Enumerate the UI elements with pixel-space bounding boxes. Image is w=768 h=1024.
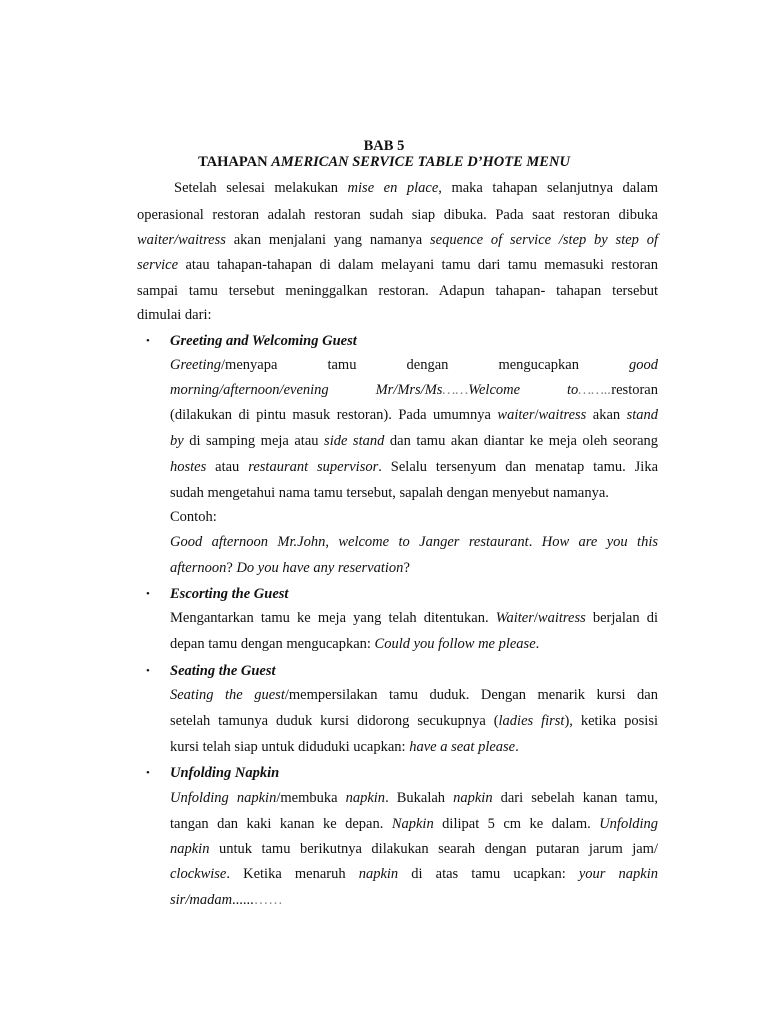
seating-line-2: setelah tamunya duduk kursi didorong secukupnya (ladies first), ketika posisi	[170, 713, 658, 729]
chapter-title	[0, 154, 768, 170]
seating-line-1: Seating the guest/mempersilakan tamu duduk. Dengan menarik kursi dan	[170, 687, 658, 703]
napkin-line-5: sir/madam......……	[170, 892, 283, 908]
chapter-title-plain: TAHAPAN	[198, 154, 272, 170]
greeting-example-line-1: Good afternoon Mr.John, welcome to Janger restaurant. How are you this	[170, 534, 659, 550]
greeting-line-5: hostes atau restaurant supervisor. Selalu tersenyum dan menatap tamu. Jika	[170, 459, 659, 475]
greeting-example-label: Contoh:	[170, 509, 217, 525]
napkin-line-4: clockwise. Ketika menaruh napkin di atas tamu ucapkan: your napkin	[170, 866, 658, 882]
intro-line-1: Setelah selesai melakukan mise en place, maka tahapan selanjutnya dalam	[174, 180, 658, 196]
greeting-line-3: (dilakukan di pintu masuk restoran). Pada umumnya waiter/waitress akan stand	[170, 407, 658, 423]
chapter-title-italic: AMERICAN SERVICE TABLE D’HOTE MENU	[271, 154, 570, 170]
bullet-icon: •	[146, 665, 150, 677]
section-title-greeting: Greeting and Welcoming Guest	[170, 333, 357, 349]
seating-line-3: kursi telah siap untuk diduduki ucapkan: have a seat please.	[170, 739, 519, 755]
greeting-line-1: Greeting/menyapa tamu dengan mengucapkan good	[170, 357, 659, 373]
intro-line-6: dimulai dari:	[137, 307, 212, 323]
intro-line-3: waiter/waitress akan menjalani yang namanya sequence of service /step by step of	[137, 232, 658, 248]
escorting-line-2: depan tamu dengan mengucapkan: Could you follow me please.	[170, 636, 540, 652]
intro-line-4: service atau tahapan-tahapan di dalam melayani tamu dari tamu memasuki restoran	[137, 257, 658, 273]
section-title-seating: Seating the Guest	[170, 663, 276, 679]
greeting-example-line-2: afternoon? Do you have any reservation?	[170, 560, 410, 576]
intro-line-5: sampai tamu tersebut meninggalkan restoran. Adapun tahapan- tahapan tersebut	[137, 283, 658, 299]
greeting-line-6: sudah mengetahui nama tamu tersebut, sapalah dengan menyebut namanya.	[170, 485, 609, 501]
bullet-icon: •	[146, 588, 150, 600]
bullet-icon: •	[146, 767, 150, 779]
napkin-line-3: napkin untuk tamu berikutnya dilakukan searah dengan putaran jarum jam/	[170, 841, 658, 857]
section-title-escorting: Escorting the Guest	[170, 586, 289, 602]
chapter-number: BAB 5	[363, 138, 405, 154]
greeting-line-2: morning/afternoon/evening Mr/Mrs/Ms……Welcome to……..restoran	[170, 382, 658, 398]
intro-line-2: operasional restoran adalah restoran sudah siap dibuka. Pada saat restoran dibuka	[137, 207, 658, 223]
napkin-line-1: Unfolding napkin/membuka napkin. Bukalah napkin dari sebelah kanan tamu,	[170, 790, 659, 806]
section-title-napkin: Unfolding Napkin	[170, 765, 280, 781]
napkin-line-2: tangan dan kaki kanan ke depan. Napkin dilipat 5 cm ke dalam. Unfolding	[170, 816, 658, 832]
bullet-icon: •	[146, 335, 150, 347]
escorting-line-1: Mengantarkan tamu ke meja yang telah ditentukan. Waiter/waitress berjalan di	[170, 610, 658, 626]
greeting-line-4: by di samping meja atau side stand dan tamu akan diantar ke meja oleh seorang	[170, 433, 659, 449]
